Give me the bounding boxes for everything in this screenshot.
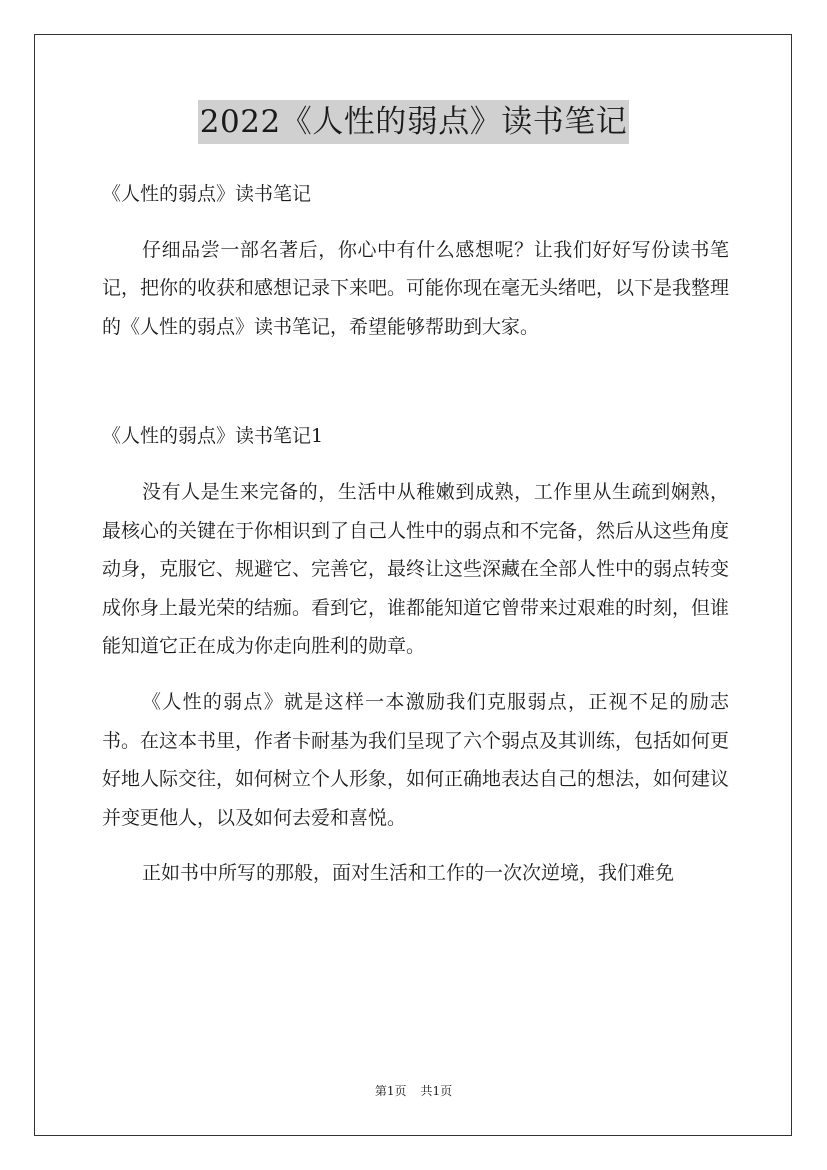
spacer <box>102 346 729 417</box>
section-paragraph: 没有人是生来完备的，生活中从稚嫩到成熟，工作里从生疏到娴熟，最核心的关键在于你相识到了自己人性中的弱点和不完备，然后从这些角度动身，克服它、规避它、完善它，最终让这些深藏在全部人性中的弱点转变成你身上最光荣的结痂。看到它，谁都能知道它曾带来过艰难的时刻，但谁能知道它正在成为你走向胜利的勋章。 <box>102 480 730 658</box>
intro-paragraph: 仔细品尝一部名著后，你心中有什么感想呢？让我们好好写份读书笔记，把你的收获和感想记录下来吧。可能你现在毫无头绪吧，以下是我整理的《人性的弱点》读书笔记，希望能够帮助到大家。 <box>102 238 730 338</box>
document-title-text: 2022《人性的弱点》读书笔记 <box>198 100 629 144</box>
spacer <box>102 666 729 683</box>
spacer <box>102 214 729 231</box>
section-paragraph: 《人性的弱点》就是这样一本激励我们克服弱点，正视不足的励志书。在这本书里，作者卡耐基为我们呈现了六个弱点及其训练，包括如何更好地人际交往，如何树立个人形象，如何正确地表达自己的想法，如何建议并变更他人，以及如何去爱和喜悦。 <box>102 690 730 829</box>
intro-heading: 《人性的弱点》读书笔记 <box>102 183 312 205</box>
spacer <box>102 837 729 854</box>
section-paragraph: 正如书中所写的那般，面对生活和工作的一次次逆境，我们难免 <box>142 862 675 885</box>
spacer <box>102 456 729 473</box>
page-number: 第1页 <box>374 1084 407 1098</box>
document-title <box>0 100 827 144</box>
document-body <box>102 175 729 893</box>
section-heading: 《人性的弱点》读书笔记1 <box>102 425 324 448</box>
page-total: 共1页 <box>420 1084 453 1098</box>
page-footer <box>0 1083 827 1099</box>
